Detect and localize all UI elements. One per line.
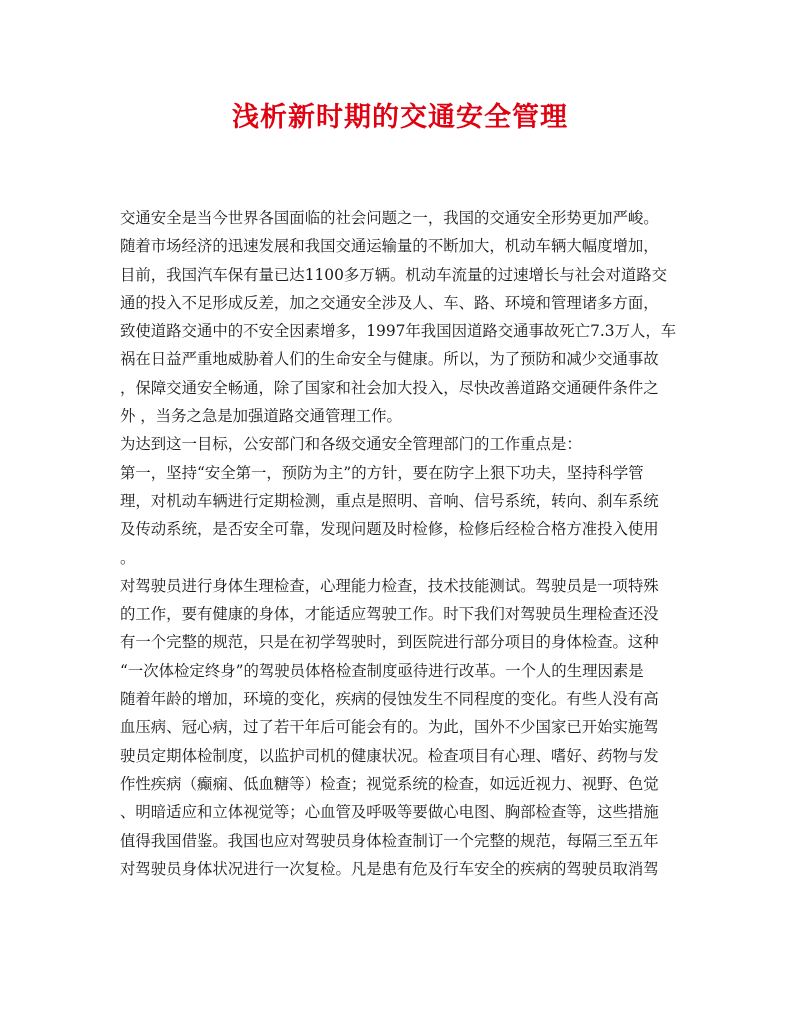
text-line: 及传动系统，是否安全可靠，发现问题及时检修，检修后经检合格方准投入使用	[120, 520, 659, 539]
text-line: 驶员定期体检制度，以监护司机的健康状况。检查项目有心理、嗜好、药物与发	[120, 746, 659, 765]
text-line: “一次体检定终身”的驾驶员体格检查制度亟待进行改革。一个人的生理因素是	[120, 661, 644, 680]
text-line: 外 ，当务之急是加强道路交通管理工作。	[120, 407, 402, 426]
text-line: 理，对机动车辆进行定期检测，重点是照明、音响、信号系统，转向、刹车系统	[120, 491, 659, 510]
text-line: 致使道路交通中的不安全因素增多，1997年我国因道路交通事故死亡7.3万人，车	[120, 322, 677, 341]
text-line: 目前，我国汽车保有量已达1100多万辆。机动车流量的过速增长与社会对道路交	[120, 265, 668, 284]
text-line: 随着年龄的增加，环境的变化，疾病的侵蚀发生不同程度的变化。有些人没有高	[120, 690, 659, 709]
text-line: 对驾驶员身体状况进行一次复检。凡是患有危及行车安全的疾病的驾驶员取消驾	[120, 859, 659, 878]
document-title: 浅析新时期的交通安全管理	[232, 102, 568, 133]
text-line: 随着市场经济的迅速发展和我国交通运输量的不断加大，机动车辆大幅度增加，	[120, 237, 659, 256]
text-line: 交通安全是当今世界各国面临的社会问题之一，我国的交通安全形势更加严峻。	[120, 209, 659, 227]
text-line: 血压病、冠心病，过了若干年后可能会有的。为此，国外不少国家已开始实施驾	[120, 718, 659, 737]
text-line: 第一，坚持“安全第一，预防为主”的方针，要在防字上狠下功夫，坚持科学管	[120, 463, 644, 482]
text-line: 有一个完整的规范，只是在初学驾驶时，到医院进行部分项目的身体检查。这种	[120, 633, 659, 652]
text-line: 。	[120, 548, 136, 567]
document-body	[120, 204, 680, 883]
text-line: 为达到这一目标，公安部门和各级交通安全管理部门的工作重点是：	[120, 435, 582, 454]
text-line: 、明暗适应和立体视觉等；心血管及呼吸等要做心电图、胸部检查等，这些措施	[120, 803, 659, 822]
text-line: 值得我国借鉴。我国也应对驾驶员身体检查制订一个完整的规范，每隔三至五年	[120, 831, 659, 850]
text-line: 通的投入不足形成反差，加之交通安全涉及人、车、路、环境和管理诸多方面，	[120, 293, 659, 312]
text-line: 的工作，要有健康的身体，才能适应驾驶工作。时下我们对驾驶员生理检查还没	[120, 605, 659, 624]
text-line: 祸在日益严重地威胁着人们的生命安全与健康。所以，为了预防和减少交通事故	[120, 350, 659, 369]
text-line: 对驾驶员进行身体生理检查，心理能力检查，技术技能测试。驾驶员是一项特殊	[120, 576, 659, 595]
text-line: 作性疾病（癫痫、低血糖等）检查；视觉系统的检查，如远近视力、视野、色觉	[120, 774, 659, 793]
text-line: ，保障交通安全畅通，除了国家和社会加大投入，尽快改善道路交通硬件条件之	[120, 378, 659, 397]
